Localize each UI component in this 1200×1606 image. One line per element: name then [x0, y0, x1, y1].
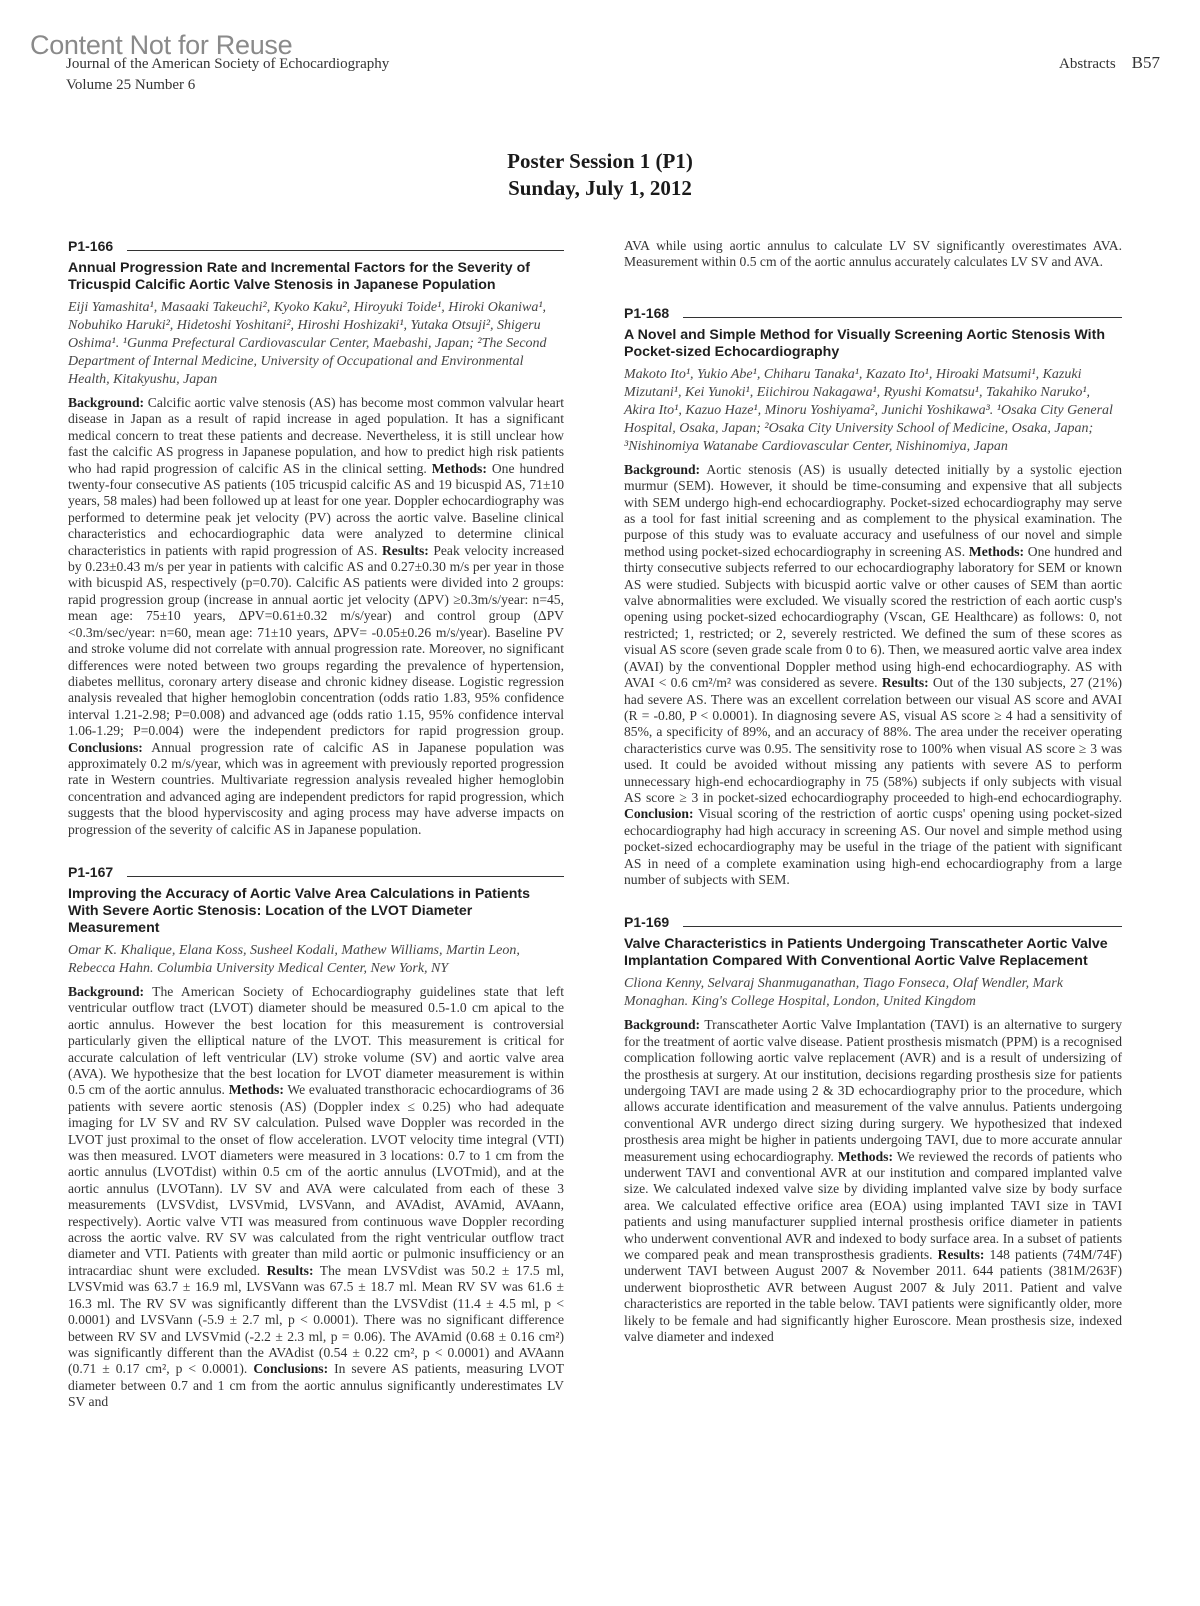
abstract-title: Annual Progression Rate and Incremental Factors for the Severity of Tricuspid Calcific Aortic Valve Stenosis in Japanese Population: [68, 260, 530, 293]
abstract-p1-168: [624, 305, 1122, 889]
methods-text: We reviewed the records of patients who underwent TAVI and conventional AVR at our institution and compared implanted valve size. We calculated indexed valve size by dividing implanted valve size by body surface area. We calculated effective orifice area (EOA) using implanted TAVI size in TAVI patients and using manufacturer supplied internal prosthesis orifice diameter in patients who underwent conventional AVR and indexed to body surface area. In a subset of patients we compared peak and mean transprosthesis gradients.: [624, 1148, 1122, 1263]
results-label: Results:: [381, 542, 429, 558]
session-title: Poster Session 1 (P1): [507, 149, 693, 173]
methods-label: Methods:: [968, 543, 1025, 559]
abstract-id: P1-169: [624, 914, 670, 931]
abstract-body: [624, 1017, 1122, 1345]
journal-volume: Volume 25 Number 6: [66, 77, 196, 93]
results-text: Out of the 130 subjects, 27 (21%) had severe AS. There was an excellent correlation between our visual AS score and AVAI (R = -0.80, P < 0.0001). In diagnosing severe AS, visual AS score ≥ 4 had a sensitivity of 85%, a specificity of 89%, and an accuracy of 88%. The area under the receiver operating characteristics curve was 0.95. The sensitivity rose to 100% when visual AS score ≥ 3 was used. It could be avoided without missing any patients with severe AS to perform unnecessary high-end echocardiography in 75 (58%) subjects if only subjects with visual AS score ≥ 3 in pocket-sized echocardiography proceeded to high-end echocardiography.: [624, 675, 1122, 805]
background-label: Background:: [624, 1017, 701, 1033]
results-text: Peak velocity increased by 0.23±0.43 m/s per year in patients with calcific AS and 0.27±0.30 m/s per year in those with bicuspid AS, respectively (p=0.70). Calcific AS patients were divided into 2 groups: rapid progression group (increase in annual aortic jet velocity (ΔPV) ≥0.3m/s/year: n=45, mean age: 75±10 years, ΔPV=0.61±0.32 m/s/year) and control group (ΔPV <0.3m/sec/year: n=60, mean age: 71±10 years, ΔPV= -0.05±0.26 m/s/year). Baseline PV and stroke volume did not correlate with annual progression rate. Moreover, no significant differences were noted between two groups regarding the prevalence of hypertension, diabetes mellitus, coronary artery disease and chronic kidney disease. Logistic regression analysis revealed that higher hemoglobin concentration (odds ratio 1.83, 95% confidence interval 1.21-2.98; P=0.008) and advanced age (odds ratio 1.15, 95% confidence interval 1.06-1.29; P=0.004) were the independent predictors for rapid progression group.: [68, 542, 564, 739]
abstract-id: P1-166: [68, 238, 114, 254]
methods-label: Methods:: [228, 1082, 284, 1098]
methods-label: Methods:: [431, 460, 487, 476]
header-rule: [127, 876, 564, 877]
conclusions-label: Conclusion:: [624, 806, 694, 822]
results-label: Results:: [937, 1247, 985, 1263]
header-rule: [127, 250, 564, 251]
abstract-id: P1-168: [624, 304, 670, 321]
background-text: Calcific aortic valve stenosis (AS) has become most common valvular heart disease in Japan as a result of rapid increase in aged population. It has a significant medical concern to treat these patients and decrease. Nevertheless, it is still unclear how fast the calcific AS progress in Japanese population, and how to predict high risk patients who had rapid progression of calcific AS in the clinical setting.: [68, 395, 564, 476]
abstract-body: [68, 984, 564, 1411]
results-label: Results:: [266, 1262, 314, 1278]
background-text: Aortic stenosis (AS) is usually detected initially by a systolic ejection murmur (SEM). However, it should be time-consuming and expensive that all subjects with SEM undergo high-end echocardiography. Pocket-sized echocardiography may serve as a tool for fast initial screening and as complement to the physical examination. The purpose of this study was to evaluate accuracy and usefulness of our novel and simple method using pocket-sized echocardiography in screening AS.: [624, 461, 1122, 559]
abstract-title: A Novel and Simple Method for Visually Screening Aortic Stenosis With Pocket-sized Echocardiography: [624, 326, 1106, 360]
conclusions-label: Conclusions:: [253, 1361, 329, 1377]
background-label: Background:: [68, 983, 145, 999]
running-header-right: [1059, 53, 1160, 73]
methods-text: One hundred and thirty consecutive subjects referred to our echocardiography laboratory for SEM or known AS were studied. Subjects with bicuspid aortic valve or other causes of SEM than aortic valve abnormalities were excluded. We visually scored the restriction of each aortic cusp's opening using pocket-sized echocardiography (Vscan, GE Healthcare) as follows: 0, not restricted; 1, restricted; or 2, severely restricted. We defined the sum of these scores as visual AS score (seven grade scale from 0 to 6). Then, we measured aortic valve area index (AVAI) by the conventional Doppler method using high-end echocardiography. AS with AVAI < 0.6 cm²/m² was considered as severe.: [624, 543, 1122, 691]
abstract-authors: Omar K. Khalique, Elana Koss, Susheel Kodali, Mathew Williams, Martin Leon, Rebecca Hahn. Columbia University Medical Center, New York, NY: [68, 942, 520, 976]
abstract-header: [624, 914, 1122, 930]
abstract-header: [68, 238, 564, 254]
background-label: Background:: [624, 461, 701, 477]
abstract-header: [624, 305, 1122, 321]
methods-text: One hundred twenty-four consecutive AS patients (105 tricuspid calcific AS and 19 bicuspid AS, 71±10 years, 58 males) had been followed up at least for one year. Doppler echocardiography was performed to determine peak jet velocity (PV) across the aortic valve. Baseline clinical characteristics and echocardiographic data were analyzed to determine clinical characteristics in patients with rapid progression of AS.: [68, 460, 564, 558]
results-text: 148 patients (74M/74F) underwent TAVI between August 2007 & November 2011. 644 patients (381M/263F) underwent bioprosthetic AVR between August 2007 & July 2011. Patient and valve characteristics are reported in the table below. TAVI patients were significantly older, more likely to be female and had significantly higher Euroscore. Mean prosthesis size, indexed valve diameter and indexed: [624, 1247, 1122, 1345]
left-column: [68, 238, 564, 1437]
background-text: Transcatheter Aortic Valve Implantation (TAVI) is an alternative to surgery for the treatment of aortic valve disease. Patient prosthesis mismatch (PPM) is a recognised complication following aortic valve replacement (AVR) and is a result of undersizing of the prosthesis at surgery. At our institution, decisions regarding prosthesis size for patients undergoing TAVI are made using 2 & 3D echocardiography prior to the procedure, which allows accurate identification and measurement of the valve annulus. Patients undergoing conventional AVR undergo direct sizing during surgery. We hypothesized that indexed prosthesis area might be higher in patients undergoing TAVI, due to more accurate annular measurement using echocardiography.: [624, 1017, 1122, 1164]
abstract-authors: Cliona Kenny, Selvaraj Shanmuganathan, Tiago Fonseca, Olaf Wendler, Mark Monaghan. King's College Hospital, London, United Kingdom: [624, 976, 1063, 1010]
abstract-title: Improving the Accuracy of Aortic Valve Area Calculations in Patients With Severe Aortic Stenosis: Location of the LVOT Diameter Measurement: [68, 885, 531, 936]
watermark: Content Not for Reuse: [30, 30, 293, 60]
section-label: Abstracts: [1059, 56, 1116, 72]
abstract-authors: Makoto Ito¹, Yukio Abe¹, Chiharu Tanaka¹, Kazato Ito¹, Hiroaki Matsumi¹, Kazuki Mizutani¹, Kei Yunoki¹, Eiichirou Nakagawa¹, Ryushi Komatsu¹, Takahiko Naruko¹, Akira Ito¹, Kazuo Haze¹, Minoru Yoshiyama², Junichi Yoshikawa³. ¹Osaka City General Hospital, Osaka, Japan; ²Osaka City University School of Medicine, Osaka, Japan; ³Nishinomiya Watanabe Cardiovascular Center, Nishinomiya, Japan: [624, 366, 1113, 454]
right-column: [624, 238, 1122, 1372]
results-label: Results:: [881, 675, 929, 691]
continuation-text: AVA while using aortic annulus to calculate LV SV significantly overestimates AVA. Measurement within 0.5 cm of the aortic annulus accurately calculates LV SV and AVA.: [624, 238, 1122, 270]
page-number: B57: [1131, 53, 1160, 72]
conclusions-text: In severe AS patients, measuring LVOT diameter between 0.7 and 1 cm from the aortic annulus significantly underestimates LV SV and: [68, 1361, 564, 1410]
abstract-header: [68, 864, 564, 880]
background-label: Background:: [68, 395, 145, 410]
abstract-p1-167: [68, 864, 564, 1411]
session-date: Sunday, July 1, 2012: [508, 176, 692, 200]
abstract-authors: Eiji Yamashita¹, Masaaki Takeuchi², Kyoko Kaku², Hiroyuki Toide¹, Hiroki Okaniwa¹, Nobuhiko Haruki², Hidetoshi Yoshitani², Hiroshi Hoshizaki¹, Yutaka Otsuji², Shigeru Oshima¹. ¹Gunma Prefectural Cardiovascular Center, Maebashi, Japan; ²The Second Department of Internal Medicine, University of Occupational and Environmental Health, Kitakyushu, Japan: [68, 300, 547, 387]
abstract-p1-167-continuation: [624, 238, 1122, 271]
results-text: The mean LVSVdist was 50.2 ± 17.5 ml, LVSVmid was 63.7 ± 16.9 ml, LVSVann was 67.5 ± 18.7 ml. Mean RV SV was 61.6 ± 16.3 ml. The RV SV was significantly different than the LVSVdist (11.4 ± 4.5 ml, p < 0.0001) and LVSVann (-5.9 ± 2.7 ml, p < 0.0001). There was no significant difference between RV SV and LVSVmid (-2.2 ± 2.3 ml, p = 0.06). The AVAmid (0.68 ± 0.16 cm²) was significantly different than the AVAdist (0.54 ± 0.22 cm², p < 0.0001) and AVAann (0.71 ± 0.17 cm², p < 0.0001).: [68, 1262, 564, 1377]
conclusions-text: Annual progression rate of calcific AS in Japanese population was approximately 0.2 m/s/year, which was in agreement with previously reported progression rate in Western countries. Multivariate regression analysis revealed higher hemoglobin concentration and advanced aging are independent predictors for rapid progression, which suggests that the blood hyperviscosity and aging process may have adverse impacts on progression of the severity of calcific AS in Japanese population.: [68, 739, 564, 837]
abstract-id: P1-167: [68, 863, 114, 880]
methods-text: We evaluated transthoracic echocardiograms of 36 patients with severe aortic stenosis (AS) (Doppler index ≤ 0.25) who had adequate imaging for LV SV and RV SV calculation. Pulsed wave Doppler was recorded in the LVOT just proximal to the onset of flow acceleration. LVOT velocity time integral (VTI) was then measured. LVOT diameters were measured in 3 locations: 0.7 to 1 cm from the aortic annulus (LVOTdist) within 0.5 cm of the aortic annulus (LVOTmid), and at the aortic annulus (LVOTann). LV SV and AVA were calculated from each of these 3 measurements (LVSVdist, LVSVmid, LVSVann, and AVAdist, AVAmid, AVAann, respectively). Aortic valve VTI was measured from continuous wave Doppler recording across the aortic valve. RV SV was calculated from the right ventricular outflow tract diameter and VTI. Patients with greater than mild aortic or pulmonic insufficiency or an intracardiac shunt were excluded.: [68, 1082, 564, 1278]
abstract-p1-169: [624, 914, 1122, 1345]
journal-name: Journal of the American Society of Echocardiography: [66, 56, 390, 72]
methods-label: Methods:: [837, 1148, 893, 1164]
session-heading: [0, 148, 1200, 202]
header-rule: [683, 926, 1122, 927]
background-text: The American Society of Echocardiography guidelines state that left ventricular outflow tract (LVOT) diameter should be measured 0.5-1.0 cm apical to the aortic annulus. However the best location for this measurement is controversial particularly given the elliptical nature of the LVOT. This measurement is critical for accurate calculation of left ventricular (LV) stroke volume (SV) and aortic valve area (AVA). We hypothesize that the best location for LVOT diameter measurement is within 0.5 cm of the aortic annulus.: [68, 983, 564, 1098]
conclusions-label: Conclusions:: [68, 739, 143, 755]
abstract-p1-166: [68, 238, 564, 838]
abstract-body: [624, 462, 1122, 889]
header-rule: [683, 317, 1122, 318]
abstract-title: Valve Characteristics in Patients Undergoing Transcatheter Aortic Valve Implantation Compared With Conventional Aortic Valve Replacement: [624, 936, 1108, 970]
abstract-body: [68, 395, 564, 838]
conclusions-text: Visual scoring of the restriction of aortic cusps' opening using pocket-sized echocardiography had high accuracy in screening AS. Our novel and simple method using pocket-sized echocardiography may be useful in the triage of the patient with significant AS in need of a complete examination using high-end echocardiography from a large number of subjects with SEM.: [624, 806, 1122, 887]
